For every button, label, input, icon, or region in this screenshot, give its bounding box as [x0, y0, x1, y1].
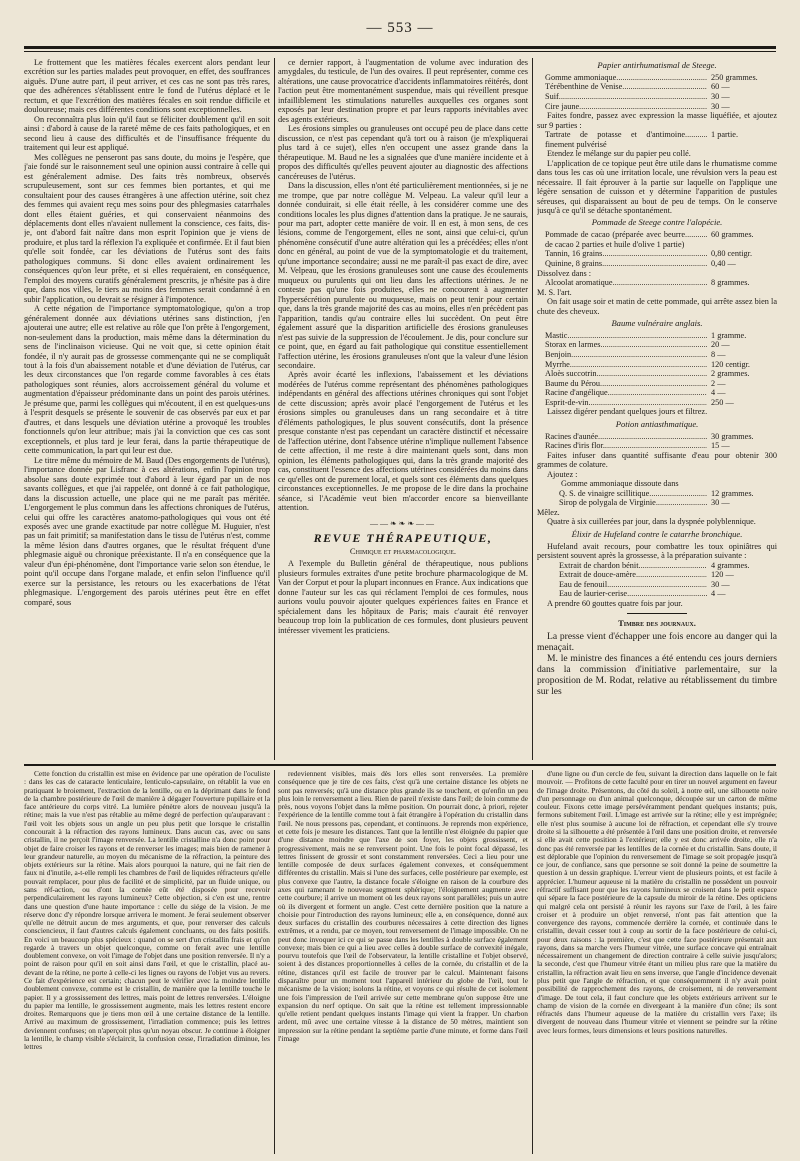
paragraph: ce dernier rapport, à l'augmentation de volume avec induration des amygdales, du testicule, de l'un des ovaires. Il peut représenter, comme ces altérations, une cause provocatrice d'accidents inflammatoires réitérés, dont l'action peut être momentanément suspendue, mais qui réveillent presque infailliblement les stimulations naturelles auxquelles ces organes sont exposés par leur destination propre et par leurs rapports inévitables avec des agents extérieurs.	[278, 58, 528, 124]
section-separator	[24, 764, 776, 766]
divider	[627, 613, 687, 614]
recipe-line: Eau de fenouil ..... 30 —	[537, 580, 777, 590]
paragraph: Etendez le mélange sur du papier peu collé.	[547, 149, 691, 159]
right-column	[537, 58, 777, 760]
recipe-title: Pommade de Steege contre l'alopécie.	[591, 217, 723, 228]
paragraph: Les érosions simples ou granuleuses ont occupé peu de place dans cette discussion, ce n'est pas cependant qu'à tort ou à raison (je m'expliquerai plus tard à ce sujet), elles n'en occupent une assez grande dans la thérapeutique. M. Baud ne les a signalées que d'une manière incidente et à propos des difficultés qu'elles peuvent ajouter au diagnostic des affections cancéreuses de l'utérus.	[278, 124, 528, 181]
recipe-line: Racine d'angélique ..... 4 —	[537, 388, 777, 398]
paragraph: L'application de ce topique peut être utile dans le rhumatisme comme dans tous les cas où une irritation locale, une révulsion vers la peau est nécessaire. Il fait éprouver à la partie sur laquelle on l'applique une légère sensation de cuisson et y détermine l'apparition de pustules séreuses, qui disparaissent au bout de peu de temps. On le conserve jusqu'à ce qu'il se détache spontanément.	[537, 158, 777, 215]
recipe-line: Tartrate de potasse et d'antimoine finement pulvérisé ..... 1 partie.	[537, 130, 777, 149]
bottom-right-column	[537, 770, 777, 1154]
paragraph: Gomme ammoniaque dissoute dans	[561, 479, 679, 489]
recipe-line: Alcoolat aromatique ..... 8 grammes.	[537, 278, 777, 288]
section-title: Timbre des journaux.	[618, 618, 696, 629]
recipe-line: Cire jaune ..... 30 —	[537, 102, 777, 112]
recipe-line: Tannin, 16 grains ..... 0,80 centigr.	[537, 249, 777, 259]
paragraph: Mêlez.	[537, 507, 560, 517]
recipe-line: Quinine, 8 grains ..... 0,40 —	[537, 259, 777, 269]
recipe-line: Extrait de douce-amère ..... 120 —	[537, 570, 777, 580]
recipe-title: Potion antiasthmatique.	[615, 418, 699, 429]
recipe-line: Storax en larmes ..... 20 —	[537, 340, 777, 350]
recipe-line: Sirop de polygala de Virginie ..... 30 —	[537, 498, 777, 508]
section-ornament: ——❧❧❧——	[369, 518, 437, 528]
paragraph: Après avoir écarté les inflexions, l'abaissement et les déviations modérées de l'utérus comme représentant des phénomènes pathologiques indépendants en général des affections utérines chroniques qui sont l'objet de cette discussion; après avoir placé l'engorgement de l'utérus et les érosions simples ou granuleuses dans un rang secondaire et à titre d'éléments pathologiques, le plus souvent consécutifs, dont la présence presque constante n'est pas cependant un caractère distinctif et nécessaire de l'affection utérine, dont l'absence utérine n'implique nullement l'absence de cette affection, il me reste à dire maintenant quels sont, dans mon opinion, les éléments pathologiques qui, dans la très grande majorité des cas, constituent l'essence des affections utérines considérées du moins dans ce qu'elles ont de purement local, et quels sont ces éléments dans quelques circonstances exceptionnelles. Je me propose de le dire dans la prochaine séance, si l'Académie veut bien m'accorder encore sa bienveillante attention.	[278, 370, 528, 513]
paragraph: Faites fondre, passez avec expression la masse liquéfiée, et ajoutez sur 9 parties :	[537, 111, 777, 130]
paragraph: Hufeland avait recours, pour combattre les toux opiniâtres qui persistent souvent après la grossesse, à la préparation suivante :	[537, 541, 777, 561]
left-column	[24, 58, 270, 760]
recipe-line: Mastic ..... 1 gramme.	[537, 331, 777, 341]
bottom-middle-column	[278, 770, 528, 1154]
paragraph: M. le ministre des finances a été entendu ces jours derniers dans la commission d'initiative parlementaire, sur la proposition de M. Rodat, relative au rétablissement du timbre sur les	[537, 653, 777, 698]
paragraph: Quatre à six cuillerées par jour, dans la dyspnée polyblennique.	[547, 517, 756, 527]
recipe-line: Racines d'aunée ..... 30 grammes.	[537, 432, 777, 442]
recipe-line: Extrait de chardon bénit ..... 4 grammes.	[537, 561, 777, 571]
recipe-line: Gomme ammoniaque ..... 250 grammes.	[537, 73, 777, 83]
paragraph: M. S. l'art.	[537, 287, 572, 297]
paragraph: Faites infuser dans quantité suffisante d'eau pour obtenir 300 grammes de colature.	[537, 450, 777, 470]
column-rule	[532, 770, 533, 1154]
recipe-line: Pommade de cacao (préparée avec beurre de cacao 2 parties et huile d'olive 1 partie) ..... 60 grammes.	[537, 230, 777, 249]
column-rule	[274, 770, 275, 1154]
section-subtitle: Chimique et pharmacologique.	[349, 546, 457, 557]
paragraph: Mes collègues ne penseront pas sans doute, du moins je l'espère, que j'aie fondé sur le raisonnement seul une opinion aussi contraire à celle qui est généralement admise. Des faits très nombreux, observés scrupuleusement, sont sur ces femmes bien portantes, et qui me consultaient pour des causes étrangères à une affection utérine, soit chez des femmes qui avaient reçu mes soins pour des phlegmasies catarrhales dont elles étaient guéries, et qui conservaient néanmoins des déplacements dont elles n'avaient nullement la conscience, ces faits, dis-je, ont d'abord fait naître dans mon esprit l'opinion que je viens de produire, et plus tard la réflexion l'a expliquée et confirmée. Et il faut bien qu'elle soit fondée, car les déviations de l'utérus sont des faits pathologiques communs. Si donc elles avaient ordinairement les conséquences qu'on leur prête, et si elles requéraient, en conséquence, l'emploi des moyens curatifs généralement prescrits, je n'hésite pas à dire que, dans nos villes, le tiers au moins des femmes serait condamné à en subir l'application, ou devrait se résigner à l'impotence.	[24, 152, 270, 304]
bottom-left-column	[24, 770, 270, 1154]
paragraph: Cette fonction du cristallin est mise en évidence par une opération de l'oculiste : dans les cas de cataracte lenticulaire, lenticulo-capsulaire, on rétablit la vue en pratiquant le broiement, l'extraction de la lentille, ou en la déprimant dans le fond de la chambre postérieure de l'œil de manière à dégager l'ouverture pupillaire et la face antérieure du corps vitré. La lumière pénètre alors de nouveau jusqu'à la rétine; mais la vue n'est pas rétablie au même degré de perfection qu'auparavant : l'œil voit les objets sous un angle un peu plus petit que lorsque le cristallin concourait à la réfraction des rayons lumineux. Dans aucun cas, avec ou sans cristallin, il ne perçoit l'image renversée. La lentille cristalline n'a donc point pour objet de faire croiser les rayons et de renverser les images; mais bien de ramener à leur grandeur naturelle, au moyen du mécanisme de la réfraction, la peinture des objets extérieurs sur la rétine. Mais alors pourquoi la nature, qui ne fait rien de faux ni d'inutile, a-t-elle rempli les chambres de l'œil de liquides réfracteurs qu'elle pouvait remplacer, pour plus de facilité et de simplicité, par un fluide unique, ou sans réf-action, ou d'ont la cornée eût été disposée pour recevoir perpendiculairement les rayons lumineux? Cette objection, si c'en est une, rentre dans une question d'une haute importance : celle du siége de la vision. Je me réserve donc d'y répondre lorsque arrivera le moment. Je ferai seulement observer qu'elle ne détruit aucun de mes arguments, et que, pour renverser des calculs consciencieux, il faut d'autres calculs également concluants, ou des faits positifs. En voici un beaucoup plus spécieux : quand on se sert d'un cristallin frais et qu'on regarde à travers un objet quelconque, comme on ferait avec une lentille doublement convexe, on voit l'image de l'objet dans une position renversée. Il n'y a point de raison pour qu'il en soit ainsi dans l'œil, et que le cristallin, placé au-devant de la rétine, ne porte à celle-ci les lignes ou rayons de l'objet vus au revers. Ce fait d'expérience est certain; chacun peut le vérifier avec la moindre lentille doublement convexe, comme est le cristallin, de manière que la lentille touche le papier. Il y a grossissement des lettres, mais point de lettres renversées. L'éloigne du papier ma lentille, le grossissement augmente, mais les lettres restent encore droites. Remarquons que je tiens mon œil à une certaine distance de la lentille. Arrivé au maximum de grossissement, l'irradiation commence; puis les lettres deviennent confuses; on n'aperçoit plus qu'un noyau obscur. Je continue à éloigner la lentille, le champ visible s'éclaircit, la confusion cesse, l'irradiation diminue, les lettres	[24, 770, 270, 1052]
paragraph: Dans la discussion, elles n'ont été particulièrement mentionnées, si je ne me trompe, que par notre collègue M. Velpeau. La valeur qu'il leur a donnée conduirait, si elle était réelle, à les considérer comme une des conditions locales les plus dignes d'attention dans la pratique. Je ne saurais, pour ma part, adopter cette manière de voir. Il en est, à mon sens, de ces lésions, comme de l'engorgement, elles ne sont, ainsi que celui-ci, qu'un phénomène consécutif d'une autre altération qui les a précédées; elles n'ont donc en général, au point de vue de la symptomatologie et du traitement, qu'une importance secondaire; aussi ne me paraît-il pas exact de dire, avec M. Velpeau, que les érosions granuleuses sont une cause des écoulements muqueux ou purulents qui ont lieu dans les affections utérines. Je ne conteste pas qu'une fois produites, elles ne concourent à augmenter l'hypersécrétion purulente ou muqueuse, mais on peut tenir pour certain que, dans la très grande majorité des cas au moins, elles n'en précèdent pas l'apparition, tandis qu'au contraire elles lui succèdent. On peut être également assuré que la disparition artificielle des érosions granuleuses n'est pas suivie de la suppression de l'écoulement. Je dis, pour conclure sur ce point, que, en égard au fait pathologique qui constitue essentiellement l'affection utérine, les érosions granuleuses n'ont que la valeur d'une lésion secondaire.	[278, 181, 528, 370]
recipe-line: Suif ..... 30 —	[537, 92, 777, 102]
recipe-line: Myrrhe ..... 120 centigr.	[537, 360, 777, 370]
column-rule	[532, 58, 533, 760]
paragraph: Ajoutez :	[547, 469, 578, 479]
recipe-line: Baume du Pérou ..... 2 —	[537, 379, 777, 389]
paragraph: Le titre même du mémoire de M. Baud (Des engorgements de l'utérus), l'importance donnée par Lisfranc à ces altérations, enfin l'opinion trop absolue sans doute exprimée tout d'abord à leur égard par un de nos savants collègues, et que j'ai rappelée, ont donné à ce fait pathologique, dans la discussion actuelle, une place qui ne me paraît pas méritée. L'engorgement le plus commun dans les affections chroniques de l'utérus, celui qui offre les caractères anatomo-pathologiques qui vous ont été exposés avec une grande exactitude par notre collègue M. Huguier, n'est pas un fait primitif; sa manifestation dans le tissu de l'utérus n'est, comme la même lésion dans d'autres organes, que le résultat fréquent d'une phlegmasie aiguë ou chronique préexistante. Il n'a en conséquence que la valeur d'un épi-phénomène, dont l'importance varie selon son étendue, le point qu'il occupe dans l'organe malade, et enfin selon l'influence qu'il exerce sur la persistance, les retours ou les exacerbations de l'état phlegmasique. L'engorgement des parois utérines peut être en effet comparé, sous	[24, 455, 270, 607]
paragraph: A cette négation de l'importance symptomatologique, qu'on a trop généralement donnée aux déviations utérines sans distinction, j'en ajouterai une autre; elle est relative au rôle que l'on prête à l'engorgement, non-seulement dans la production, mais même dans la détermination du sens de l'inclinaison vicieuse. Qui ne voit que, si cette opinion était fondée, il n'y aurait pas de grossesse commençante qui ne se compliquât tout à la fois d'un abaissement notable et d'une déviation de l'utérus, car les deux circonstances que l'on regarde comme favorables à ces états pathologiques sont réunies, alors accroissement général du volume et augmentation d'épaisseur prédominante dans un point des parois utérines. Je présume que, parmi les collègues qui m'écoutent, il en est quelques-uns à l'esprit desquels se présente le souvenir de cas observés par eux et par d'autres, et dans lesquels une déviation utérine a provoqué les troubles fonctionnels qu'on leur attribue; mais j'ai la conviction que ces cas sont exceptionnels, et plus tard je leur ferai, dans la partie thérapeutique de cette communication, la part qui leur est due.	[24, 304, 270, 456]
recipe-title: Papier antirhumatismal de Steege.	[597, 60, 717, 70]
paragraph: Le frottement que les matières fécales exercent alors pendant leur excrétion sur les parties malades peut provoquer, en effet, des souffrances aiguës. D'une autre part, il peut arriver, et ces cas ne sont pas très rares, que des adhérences s'établissent entre le fond de l'utérus déplacé et le rectum, et que l'excrétion des matières fécales en soit rendue difficile et douloureuse; mais ces différentes conditions sont exceptionnelles.	[24, 58, 270, 115]
recipe-line: Benjoin ..... 8 —	[537, 350, 777, 360]
recipe-line: Racines d'iris flor. ..... 15 —	[537, 441, 777, 451]
paragraph: A prendre 60 gouttes quatre fois par jour.	[547, 598, 683, 608]
column-rule	[274, 58, 275, 760]
paragraph: On fait usage soir et matin de cette pommade, qui arrête assez bien la chute des cheveux.	[537, 297, 777, 316]
recipe-line: Esprit-de-vin ..... 250 —	[537, 398, 777, 408]
middle-column	[278, 58, 528, 760]
paragraph: Dissolvez dans :	[537, 268, 592, 278]
recipe-line: Térébenthine de Venise ..... 60 —	[537, 82, 777, 92]
page-number: — 553 —	[366, 20, 434, 36]
paragraph: redeviennent visibles, mais dès lors elles sont renversées. La première conséquence que je tire de ces faits, c'est qu'à une certaine distance les objets ne sont pas renversés; qu'à une distance plus grande ils se touchent, et qu'enfin un peu plus loin le renversement a lieu. Rien de pareil n'existe dans l'œil; de loin comme de près, nous voyons l'objet dans la même position. On pourrait donc, à priori, rejeter l'expérience de la lentille comme tout à fait étrangère à l'opération du cristallin dans l'œil. Ne nous pressons pas, cependant, et continuons. Je reprends mon expérience, et cette fois je mesure les distances. Tant que la lentille n'est éloignée du papier que d'une distance moindre que l'axe de son foyer, les objets grossissent, et progressivement, mais ne se renversent point. Une fois le point focal dépassé, les lettres finissent de grossir et sont constamment renversées. Ceci a lieu pour une lentille composée de deux surfaces également convexes, et conséquemment différentes du cristallin. Mais si l'une des surfaces, celle postérieure par exemple, est plus convexe que l'autre, la distance focale s'éloigne en raison de la courbure des axes qui ramenant le nouveau segment sphérique; l'éloignement augmente avec cette courbure; il arrive un moment où les deux rayons sont parallèles; puis un autre où ils divergent et forment un angle. C'est cette dernière position que la nature a choisie pour l'introduction des rayons lumineux; elle a, en conséquence, donné aux deux surfaces du cristallin des courbures nécessaires à cette direction des lignes extrêmes, et a rendu, par ce moyen, tout renversement de l'image impossible. On ne peut donc invoquer ici ce qui se passe dans les lentilles à double surface également convexe; mais bien ce qui a lieu avec celles à double surface de convexité inégale, pourvu toutefois que l'œil de l'observateur, la lentille cristalline et l'objet observé, soient à des distances proportionnelles à celles de la cornée, du cristallin et de la rétine, distances qu'il est facile de trouver par le calcul. Maintenant faisons disparaître pour un moment tout l'appareil intérieur du globe de l'œil, tout le mécanisme de la vision; isolons la rétine, et voyons ce qui résulte de cet isolement une fois l'impression de l'œil arrivée sur cette membrane qu'on suppose être une expansion du nerf optique. On sait que la rétine est tellement impressionnable qu'elle retient pendant quelques instants l'image qui vient la frapper. Un charbon ardent, mû avec une certaine vitesse à la distance de 50 mètres, maintient son impression sur la rétine pendant la septième partie d'une minute, et forme dans l'œil l'image	[278, 770, 528, 1043]
recipe-title: Baume vulnéraire anglais.	[611, 318, 703, 328]
paragraph: On reconnaîtra plus loin qu'il faut se féliciter doublement qu'il en soit ainsi : d'abord à cause de la rareté même de ces faits pathologiques, et en second lieu à cause des difficultés et de l'insuffisance fréquente du traitement qui leur est appliqué.	[24, 114, 270, 153]
recipe-line: Aloès succotrin ..... 2 grammes.	[537, 369, 777, 379]
top-rule	[24, 46, 776, 49]
paragraph: La presse vient d'échapper une fois encore au danger qui la menaçait.	[537, 631, 777, 654]
recipe-line: Q. S. de vinaigre scillitique ..... 12 grammes.	[537, 489, 777, 499]
paragraph: d'une ligne ou d'un cercle de feu, suivant la direction dans laquelle on le fait mouvoir. — Profitons de cette faculté pour en tirer un nouvel argument en faveur de l'image droite. Présentons, du côté du soleil, à notre œil, une silhouette noire d'un personnage ou d'un animal quelconque, découpée sur un carton de même couleur. Fixons cette image persévéramment pendant quelques instants; puis, fermons subitement l'œil. L'image est arrivée sur la rétine; elle y est imprégnée; elle n'est plus soumise à aucune loi de réfraction, et cependant elle s'y trouve droite si la silhouette a été présentée à l'œil dans une position droite, et renversée si elle avait cette position à l'extérieur; elle y est donc arrivée droite, elle n'a donc pas été renversée par les lentilles de la cornée et du cristallin. Sans doute, il est déplorable que l'opinion du renversement de l'image se soit propagée jusqu'à ce jour, de confiance, sans que personne se soit donné la peine de soumettre la question à un dessin graphique. L'erreur vient de plusieurs points, et est facile à apprécier. L'humeur aqueuse ni la matière du cristallin ne possèdent un pouvoir réfractif suffisant pour que les rayons lumineux se croisent dans le petit espace qui sépare la face postérieure de la capsule du miroir de la rétine. Des opticiens qui malgré cela ont persisté à réunir les rayons sur l'axe de l'œil, à les faire croiser et à produire un objet renversé, n'ont pas fait attention que la convergence des rayons, commencée derrière la cornée, et continuée dans le cristallin, devait cesser tout à coup au sortir de la face postérieure de celui-ci, pour deux raisons : la première, c'est que cette face postérieure présentait aux rayons, dans sa marche vers l'humeur vitrée, une surface concave qui entraînait nécessairement un changement de direction contraire à celle suivie jusqu'alors; la seconde, c'est que l'humeur vitrée étant un milieu plus rare que la matière du cristallin, la réfraction avait lieu en sens inverse, que l'angle d'incidence devenait plus petit que l'angle de réfraction, et que conséquemment il n'y avait point possibilité de rapprochement des rayons, de croisement, ni de renversement d'image. De tout cela, il faut conclure que les objets extérieurs arrivent sur le champ de vision de la cornée en divergeant à la manière d'un cône; ils sont réfractés dans l'humeur aqueuse de la matière du cristallin vers l'axe; ils divergent de nouveau dans l'humeur vitrée et viennent se peindre sur la rétine avec leurs formes, leurs dimensions et leurs positions naturelles.	[537, 770, 777, 1035]
section-title: REVUE THÉRAPEUTIQUE,	[313, 530, 493, 545]
paragraph: A l'exemple du Bulletin général de thérapeutique, nous publions plusieurs formules extraites d'une petite brochure pharmacologique de M. Van der Corput et pour la plupart inconnues en France. Aux indications que donne l'auteur sur les cas qui réclament l'emploi de ces formules, nous aurions voulu pouvoir ajouter quelques expériences faites en France et spécialement dans les hôpitaux de Paris; mais c'aurait été renvoyer beaucoup trop loin la publication de ces formules, dont plusieurs peuvent intéresser vivement les praticiens.	[278, 559, 528, 635]
recipe-title: Élixir de Hufeland contre le catarrhe bronchique.	[571, 528, 743, 539]
recipe-line: Eau de laurier-cerise ..... 4 —	[537, 589, 777, 599]
top-rule-thin	[24, 51, 776, 52]
paragraph: Laissez digérer pendant quelques jours et filtrez.	[547, 407, 708, 417]
